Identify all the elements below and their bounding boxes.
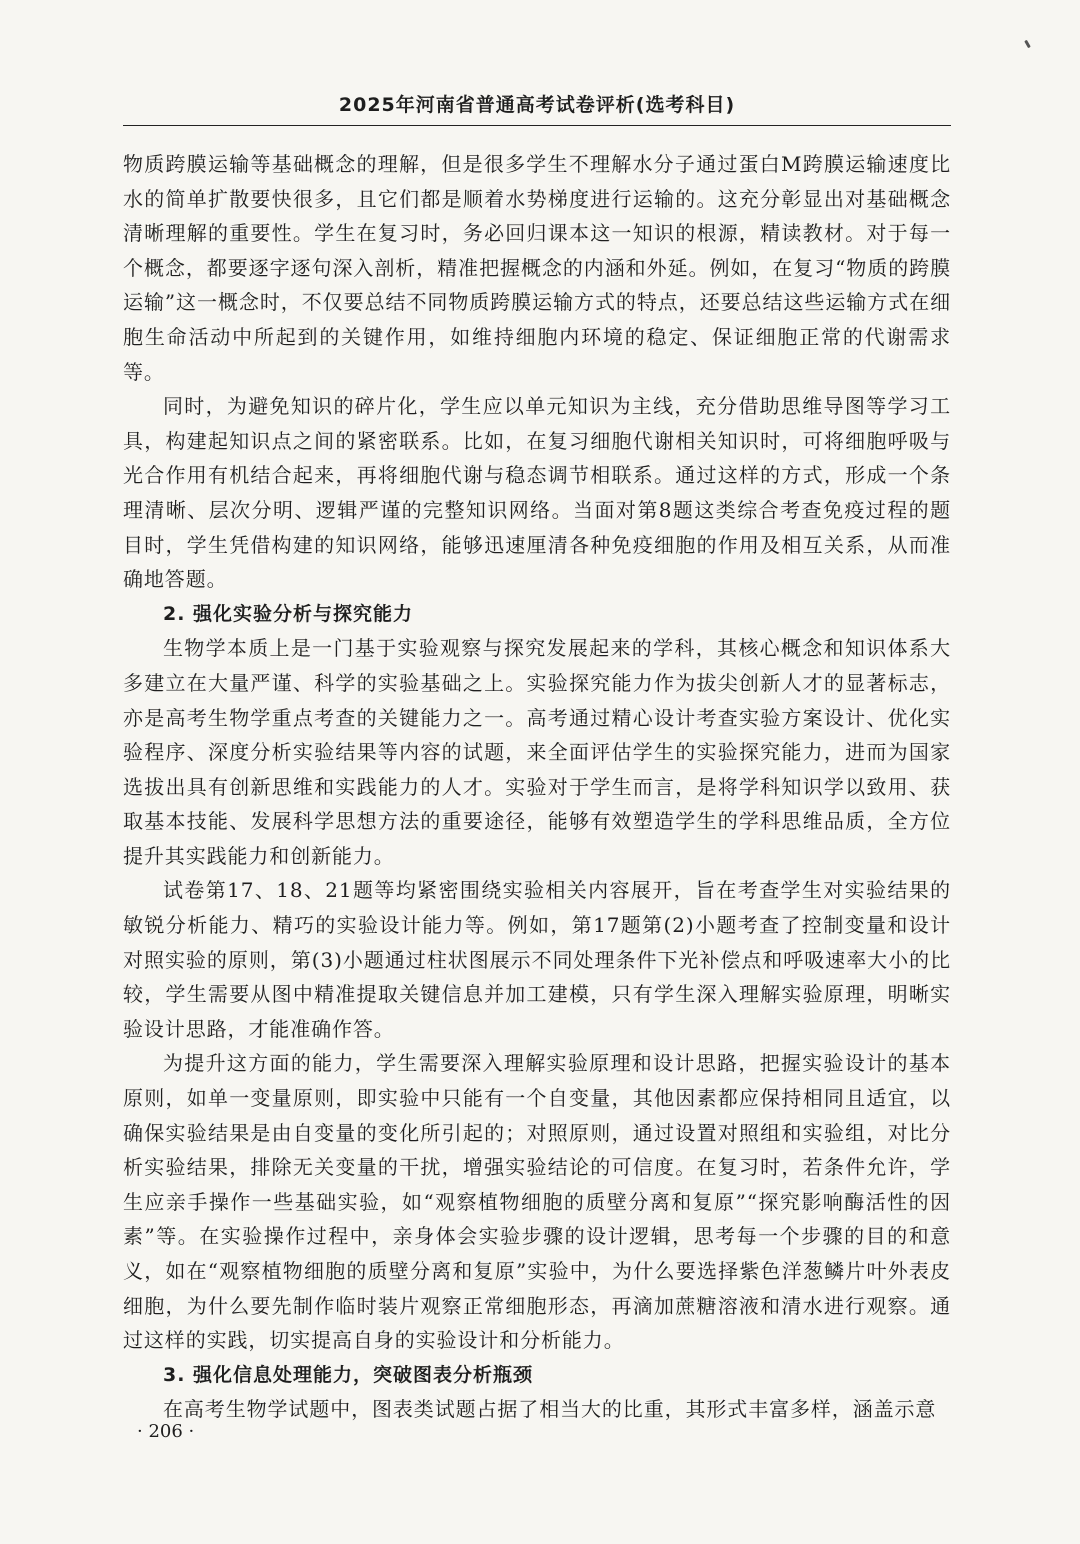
section-heading-3: 3. 强化信息处理能力，突破图表分析瓶颈 [163, 1363, 534, 1386]
running-header: 2025年河南省普通高考试卷评析(选考科目) [338, 94, 736, 116]
section-heading-2: 2. 强化实验分析与探究能力 [163, 602, 414, 625]
paragraph-5: 为提升这方面的能力，学生需要深入理解实验原理和设计思路，把握实验设计的基本原则，如单一变量原则，即实验中只能有一个自变量，其他因素都应保持相同且适宜，以确保实验结果是由自变量的变化所引起的；对照原则，通过设置对照组和实验组，对比分析实验结果，排除无关变量的干扰，增强实验结论的可信度。在复习时，若条件允许，学生应亲手操作一些基础实验，如“观察植物细胞的质壁分离和复原”“探究影响酶活性的因素”等。在实验操作过程中，亲身体会实验步骤的设计逻辑，思考每一个步骤的目的和意义，如在“观察植物细胞的质壁分离和复原”实验中，为什么要选择紫色洋葱鳞片叶外表皮细胞，为什么要先制作临时装片观察正常细胞形态，再滴加蔗糖溶液和清水进行观察。通过这样的实践，切实提高自身的实验设计和分析能力。 [123, 1051, 951, 1353]
paragraph-2: 同时，为避免知识的碎片化，学生应以单元知识为主线，充分借助思维导图等学习工具，构建起知识点之间的紧密联系。比如，在复习细胞代谢相关知识时，可将细胞呼吸与光合作用有机结合起来，再将细胞代谢与稳态调节相联系。通过这样的方式，形成一个条理清晰、层次分明、逻辑严谨的完整知识网络。当面对第8题这类综合考查免疫过程的题目时，学生凭借构建的知识网络，能够迅速厘清各种免疫细胞的作用及相互关系，从而准确地答题。 [123, 394, 951, 592]
paragraph-1: 物质跨膜运输等基础概念的理解，但是很多学生不理解水分子通过蛋白M跨膜运输速度比水的简单扩散要快很多，且它们都是顺着水势梯度进行运输的。这充分彰显出对基础概念清晰理解的重要性。学生在复习时，务必回归课本这一知识的根源，精读教材。对于每一个概念，都要逐字逐句深入剖析，精准把握概念的内涵和外延。例如，在复习“物质的跨膜运输”这一概念时，不仅要总结不同物质跨膜运输方式的特点，还要总结这些运输方式在细胞生命活动中所起到的关键作用，如维持细胞内环境的稳定、保证细胞正常的代谢需求等。 [123, 152, 951, 384]
page-number: · 206 · [137, 1421, 195, 1442]
body-text [123, 147, 951, 1427]
paragraph-3: 生物学本质上是一门基于实验观察与探究发展起来的学科，其核心概念和知识体系大多建立在大量严谨、科学的实验基础之上。实验探究能力作为拔尖创新人才的显著标志，亦是高考生物学重点考查的关键能力之一。高考通过精心设计考查实验方案设计、优化实验程序、深度分析实验结果等内容的试题，来全面评估学生的实验探究能力，进而为国家选拔出具有创新思维和实践能力的人才。实验对于学生而言，是将学科知识学以致用、获取基本技能、发展科学思想方法的重要途径，能够有效塑造学生的学科思维品质，全方位提升其实践能力和创新能力。 [123, 636, 951, 868]
paragraph-4: 试卷第17、18、21题等均紧密围绕实验相关内容展开，旨在考查学生对实验结果的敏锐分析能力、精巧的实验设计能力等。例如，第17题第(2)小题考查了控制变量和设计对照实验的原则，第(3)小题通过柱状图展示不同处理条件下光补偿点和呼吸速率大小的比较，学生需要从图中精准提取关键信息并加工建模，只有学生深入理解实验原理，明晰实验设计思路，才能准确作答。 [123, 878, 951, 1041]
paragraph-6: 在高考生物学试题中，图表类试题占据了相当大的比重，其形式丰富多样，涵盖示意 [163, 1397, 937, 1422]
scan-speck [1024, 40, 1031, 48]
header-rule [123, 125, 951, 126]
